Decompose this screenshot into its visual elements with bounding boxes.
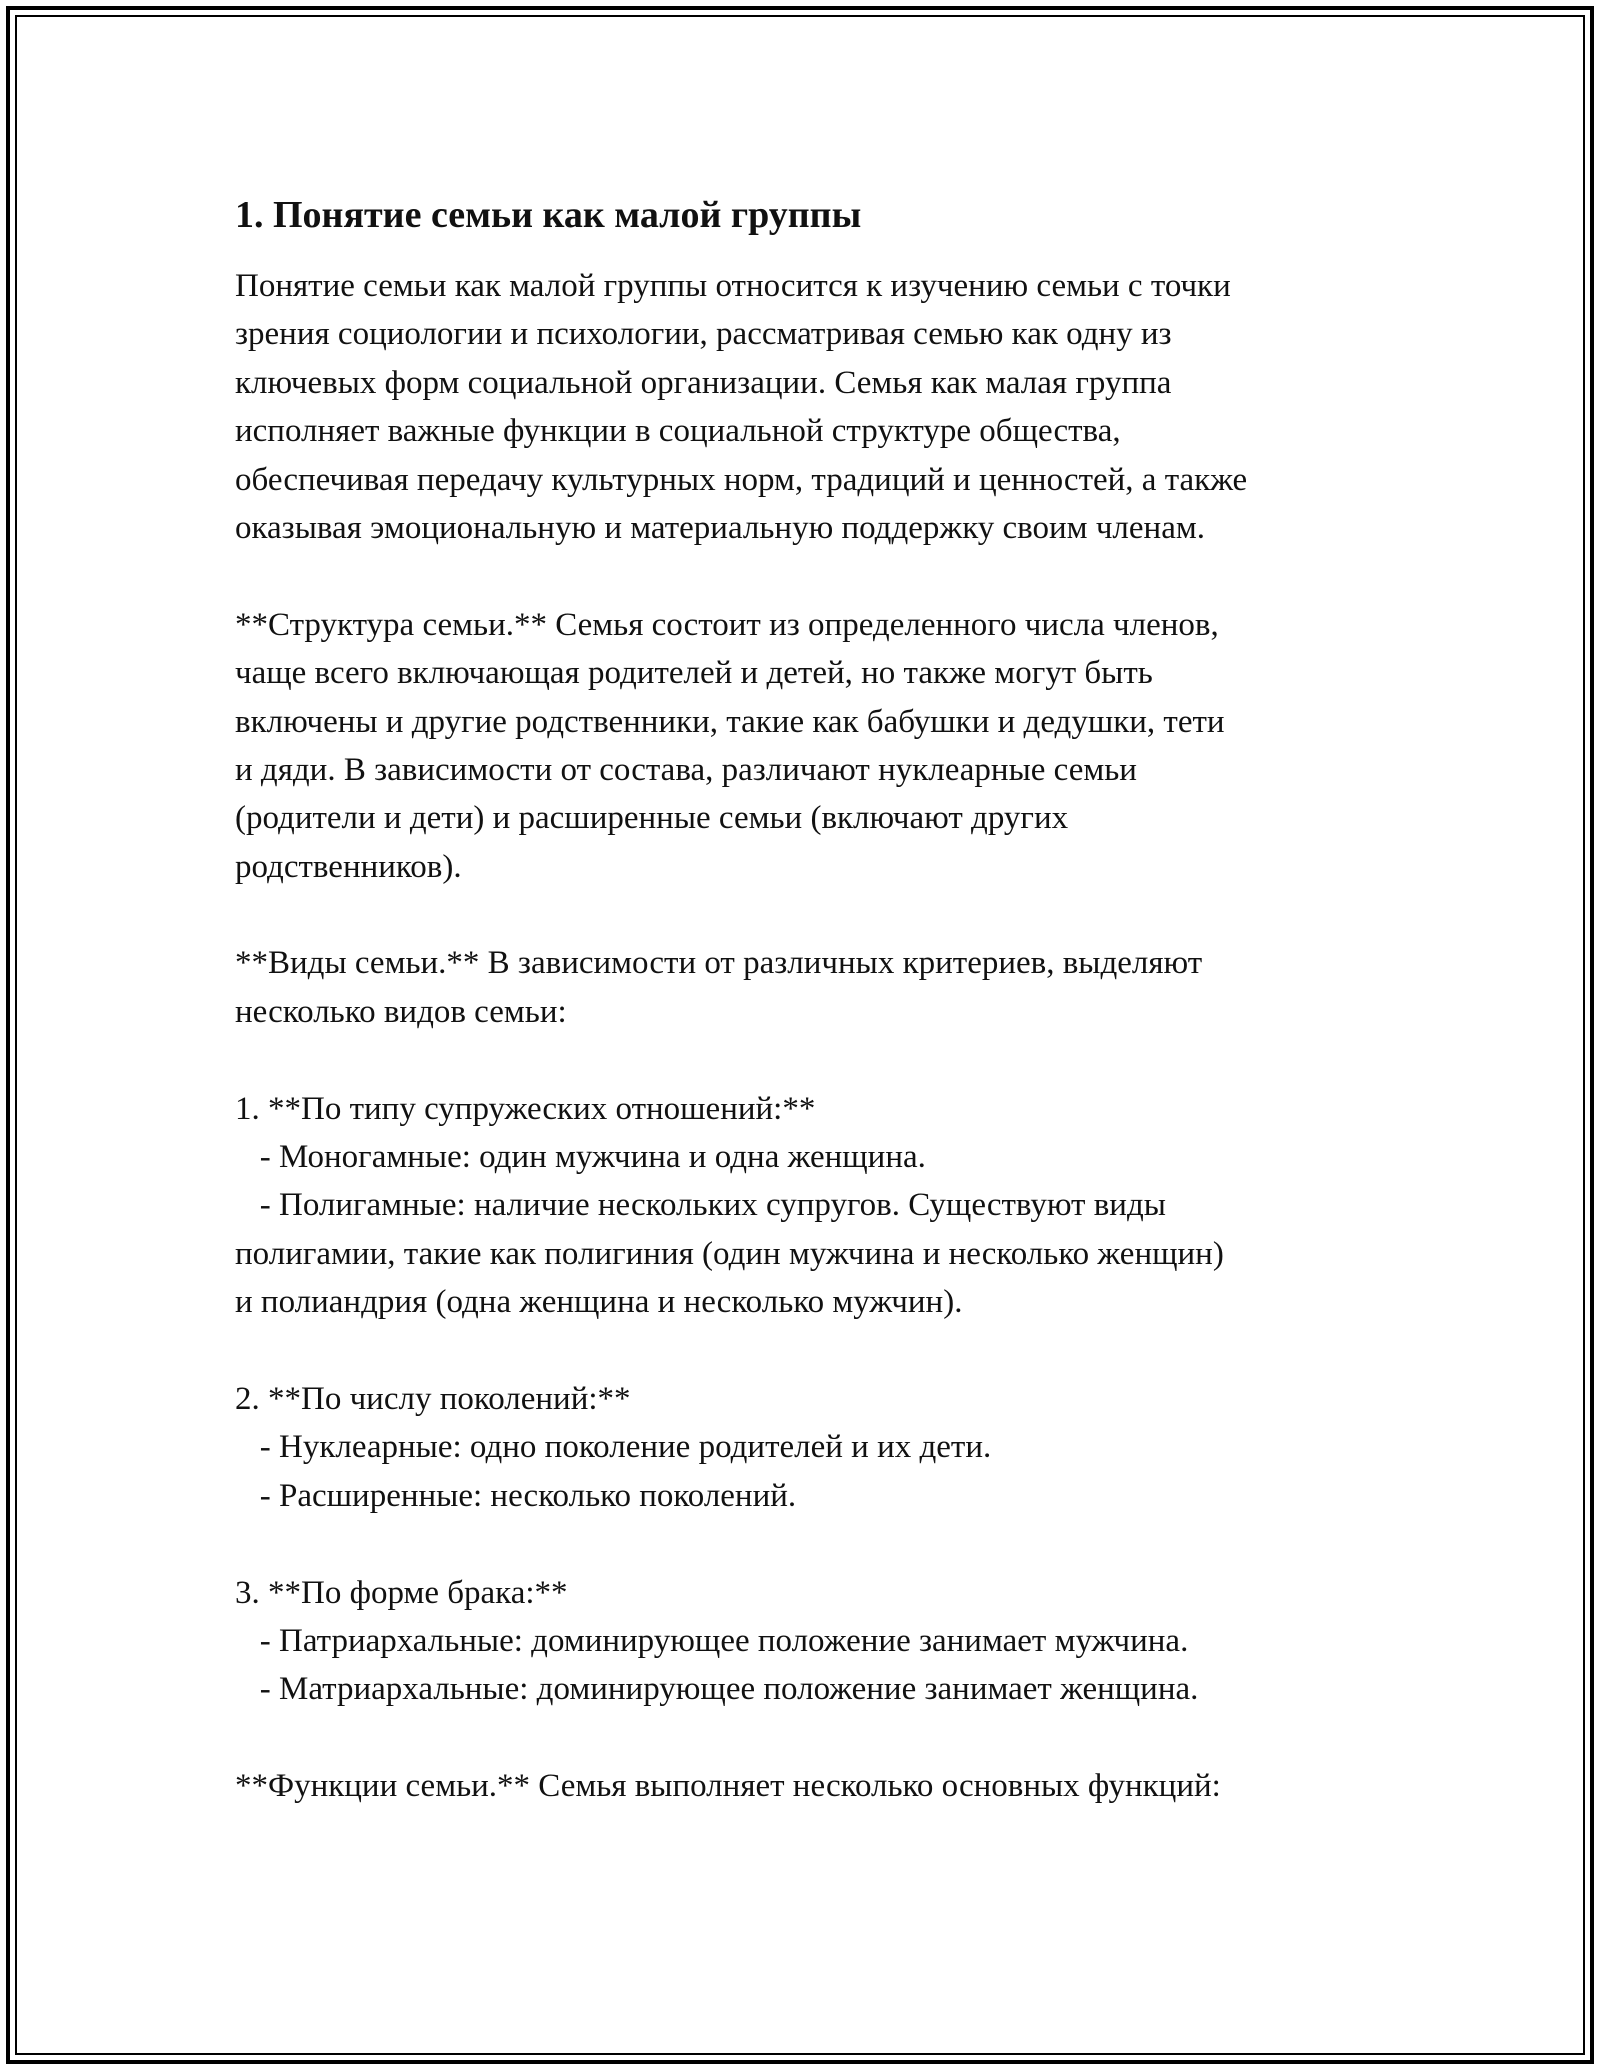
text-line: 1. **По типу супружеских отношений:** bbox=[235, 1090, 816, 1127]
text-line: несколько видов семьи: bbox=[235, 993, 567, 1030]
blank-line bbox=[235, 1714, 1395, 1762]
text-line: **Структура семьи.** Семья состоит из определенного числа членов, bbox=[235, 606, 1219, 643]
text-line: зрения социологии и психологии, рассматривая семью как одну из bbox=[235, 316, 1172, 353]
text-line: - Полигамные: наличие нескольких супругов. Существуют виды bbox=[235, 1187, 1166, 1224]
text-line: исполняет важные функции в социальной структуре общества, bbox=[235, 413, 1121, 450]
text-line: - Расширенные: несколько поколений. bbox=[235, 1477, 797, 1514]
text-line: - Патриархальные: доминирующее положение занимает мужчина. bbox=[235, 1622, 1189, 1659]
blank-line bbox=[235, 552, 1395, 600]
text-line: **Функции семьи.** Семья выполняет несколько основных функций: bbox=[235, 1768, 1221, 1805]
blank-line bbox=[235, 1327, 1395, 1375]
text-line: полигамии, такие как полигиния (один мужчина и несколько женщин) bbox=[235, 1235, 1224, 1272]
text-line: и дяди. В зависимости от состава, различают нуклеарные семьи bbox=[235, 751, 1137, 788]
text-line: родственников). bbox=[235, 848, 462, 885]
text-line: (родители и дети) и расширенные семьи (включают других bbox=[235, 800, 1069, 837]
section-heading: 1. Понятие семьи как малой группы bbox=[235, 194, 862, 236]
text-line: 2. **По числу поколений:** bbox=[235, 1380, 631, 1417]
text-line: **Виды семьи.** В зависимости от различных критериев, выделяют bbox=[235, 945, 1203, 982]
text-line: Понятие семьи как малой группы относится к изучению семьи с точки bbox=[235, 268, 1231, 304]
text-line: - Моногамные: один мужчина и одна женщина. bbox=[235, 1139, 926, 1176]
text-line: и полиандрия (одна женщина и несколько мужчин). bbox=[235, 1284, 963, 1321]
blank-line bbox=[235, 1520, 1395, 1568]
document-body bbox=[235, 190, 1395, 1811]
text-line: ключевых форм социальной организации. Семья как малая группа bbox=[235, 364, 1172, 401]
text-line: оказывая эмоциональную и материальную поддержку своим членам. bbox=[235, 509, 1205, 546]
text-line: обеспечивая передачу культурных норм, традиций и ценностей, а также bbox=[235, 461, 1248, 498]
document-text bbox=[235, 262, 1395, 1811]
text-line: включены и другие родственники, такие как бабушки и дедушки, тети bbox=[235, 703, 1225, 740]
text-line: - Матриархальные: доминирующее положение занимает женщина. bbox=[235, 1671, 1199, 1708]
text-line: - Нуклеарные: одно поколение родителей и их дети. bbox=[235, 1429, 992, 1466]
blank-line bbox=[235, 1036, 1395, 1084]
text-line: 3. **По форме брака:** bbox=[235, 1574, 568, 1611]
blank-line bbox=[235, 891, 1395, 939]
text-line: чаще всего включающая родителей и детей, но также могут быть bbox=[235, 655, 1153, 692]
